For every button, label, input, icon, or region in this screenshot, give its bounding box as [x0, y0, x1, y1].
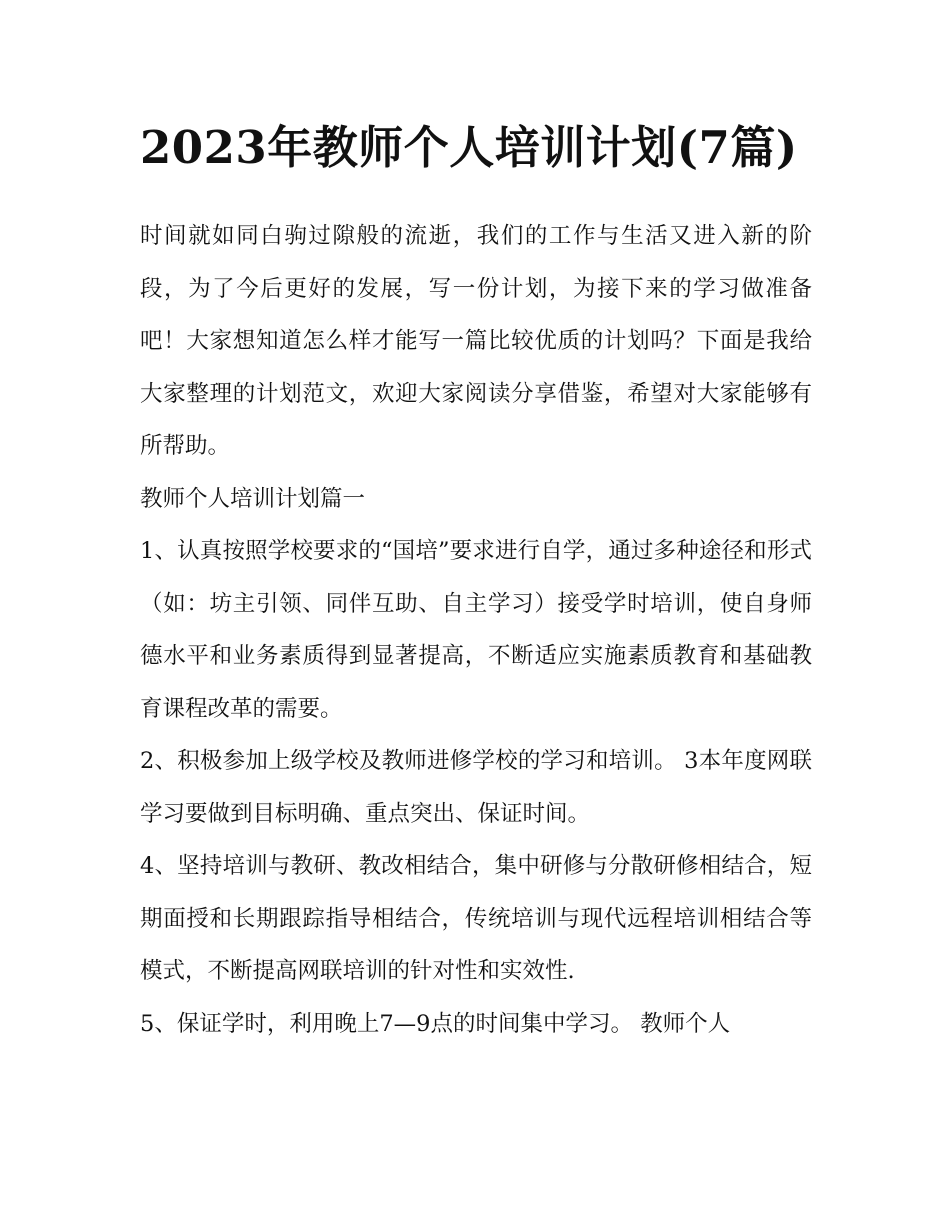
list-item-4: 4、坚持培训与教研、教改相结合，集中研修与分散研修相结合，短期面授和长期跟踪指导相结合，传统培训与现代远程培训相结合等模式，不断提高网联培训的针对性和实效性.	[140, 853, 812, 984]
section-heading: 教师个人培训计划篇一	[140, 485, 366, 512]
list-item-2-3: 2、积极参加上级学校及教师进修学校的学习和培训。 3本年度网联学习要做到目标明确、重点突出、保证时间。	[140, 748, 812, 827]
document-page	[140, 112, 812, 1050]
document-title: 2023年教师个人培训计划(7篇)	[140, 121, 798, 174]
document-body	[140, 210, 812, 1050]
list-item-1: 1、认真按照学校要求的“国培”要求进行自学，通过多种途径和形式（如：坊主引领、同伴互助、自主学习）接受学时培训，使自身师德水平和业务素质得到显著提高，不断适应实施素质教育和基础教育课程改革的需要。	[140, 538, 812, 722]
intro-paragraph: 时间就如同白驹过隙般的流逝，我们的工作与生活又进入新的阶段，为了今后更好的发展，写一份计划，为接下来的学习做准备吧！大家想知道怎么样才能写一篇比较优质的计划吗？下面是我给大家整理的计划范文，欢迎大家阅读分享借鉴，希望对大家能够有所帮助。	[140, 223, 812, 459]
list-item-5: 5、保证学时，利用晚上7—9点的时间集中学习。 教师个人	[140, 1010, 731, 1037]
